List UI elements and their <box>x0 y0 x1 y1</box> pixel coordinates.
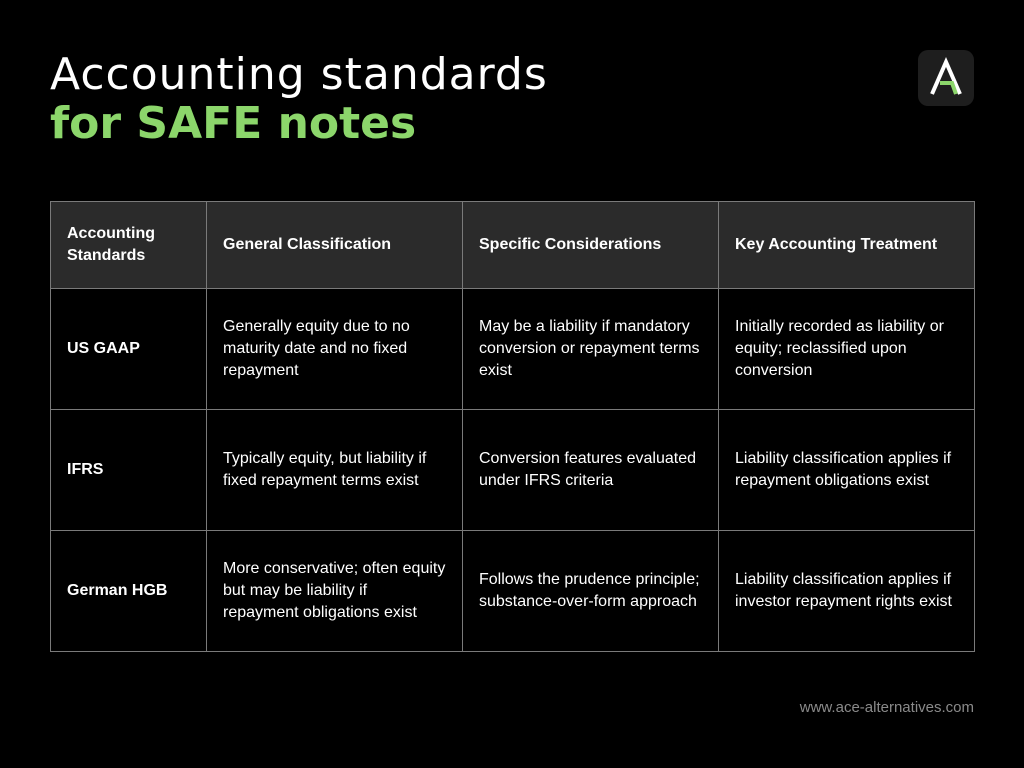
cell-standard: US GAAP <box>51 289 207 410</box>
table-header-row <box>51 202 975 289</box>
table-row <box>51 531 975 652</box>
cell-specific-considerations: Follows the prudence principle; substance-over-form approach <box>463 531 719 652</box>
header-accounting-standards: Accounting Standards <box>51 202 207 289</box>
logo <box>918 50 974 106</box>
cell-standard: German HGB <box>51 531 207 652</box>
cell-general-classification: More conservative; often equity but may be liability if repayment obligations exist <box>207 531 463 652</box>
header-key-accounting-treatment: Key Accounting Treatment <box>719 202 975 289</box>
cell-standard: IFRS <box>51 410 207 531</box>
header-general-classification: General Classification <box>207 202 463 289</box>
website-url[interactable]: www.ace-alternatives.com <box>799 699 974 716</box>
table-row <box>51 410 975 531</box>
ace-logo-icon <box>918 50 974 106</box>
title-line-2: for SAFE notes <box>50 98 417 149</box>
cell-general-classification: Typically equity, but liability if fixed repayment terms exist <box>207 410 463 531</box>
title-line-1: Accounting standards <box>50 49 548 100</box>
cell-key-accounting-treatment: Initially recorded as liability or equity; reclassified upon conversion <box>719 289 975 410</box>
cell-general-classification: Generally equity due to no maturity date and no fixed repayment <box>207 289 463 410</box>
header-specific-considerations: Specific Considerations <box>463 202 719 289</box>
table-row <box>51 289 975 410</box>
cell-specific-considerations: Conversion features evaluated under IFRS criteria <box>463 410 719 531</box>
cell-key-accounting-treatment: Liability classification applies if investor repayment rights exist <box>719 531 975 652</box>
page-title <box>50 50 548 148</box>
cell-key-accounting-treatment: Liability classification applies if repayment obligations exist <box>719 410 975 531</box>
cell-specific-considerations: May be a liability if mandatory conversion or repayment terms exist <box>463 289 719 410</box>
standards-table <box>50 201 975 652</box>
